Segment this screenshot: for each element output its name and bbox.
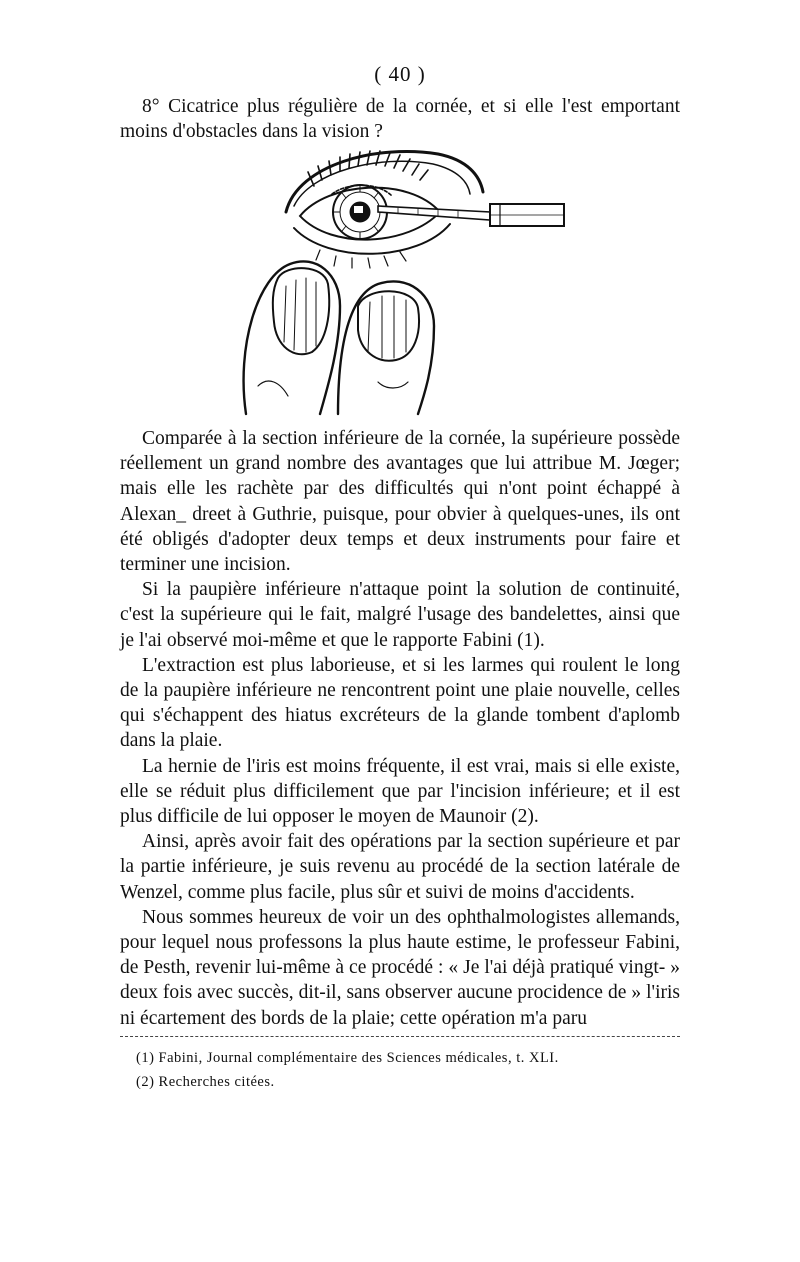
footnote-1: (1) Fabini, Journal complémentaire des Sciences médicales, t. XLI. [136,1050,559,1066]
footnote-2: (2) Recherches citées. [136,1074,275,1090]
page-number: ( 40 ) [374,62,426,86]
footnote-divider [120,1036,680,1037]
lead-paragraph: 8° Cicatrice plus régulière de la cornée, et si elle l'est emportant moins d'obstacles dans la vision ? [120,96,680,143]
body-text [120,426,680,1031]
paragraph: La hernie de l'iris est moins fréquente, il est vrai, mais si elle existe, elle se réduit plus difficilement que par l'incision inférieure; et il est plus difficile de lui opposer le moyen de Maunoir (2). [120,755,680,828]
finger-left [244,261,340,414]
lead-paragraph-block [120,94,680,144]
finger-right [338,281,434,414]
paragraph: Comparée à la section inférieure de la cornée, la supérieure possède réellement un grand nombre des avantages que lui attribue M. Jœger; mais elle les rachète par des difficultés qui n'ont point échappé à Alexan_ dreet à Guthrie, puisque, pour obvier à quelques-unes, ils ont été obligés d'adopter deux temps et deux instruments pour faire et terminer une incision. [120,428,680,576]
paragraph: Nous sommes heureux de voir un des ophthalmologistes allemands, pour lequel nous professons la plus haute estime, le professeur Fabini, de Pesth, revenir lui-même à ce procédé : « Je l'ai déjà pratiqué vingt- » deux fois avec succès, dit-il, sans observer aucune procidence de » l'iris ni écartement des bords de la plaie; cette opération m'a paru [120,906,680,1029]
eye-operation-illustration [228,146,573,416]
paragraph: L'extraction est plus laborieuse, et si les larmes qui roulent le long de la paupière inférieure ne rencontrent point une plaie nouvelle, celles qui s'échappent des hiatus excréteurs de la glande tombent d'aplomb dans la plaie. [120,654,680,752]
paragraph: Ainsi, après avoir fait des opérations par la section supérieure et par la partie inférieure, je suis revenu au procédé de la section latérale de Wenzel, comme plus facile, plus sûr et suivi de moins d'accidents. [120,831,680,903]
footnotes [136,1046,680,1094]
paragraph: Si la paupière inférieure n'attaque point la solution de continuité, c'est la supérieure qui le fait, malgré l'usage des bandelettes, ainsi que je l'ai observé moi-même et que le rapporte Fabini (1). [120,579,680,651]
